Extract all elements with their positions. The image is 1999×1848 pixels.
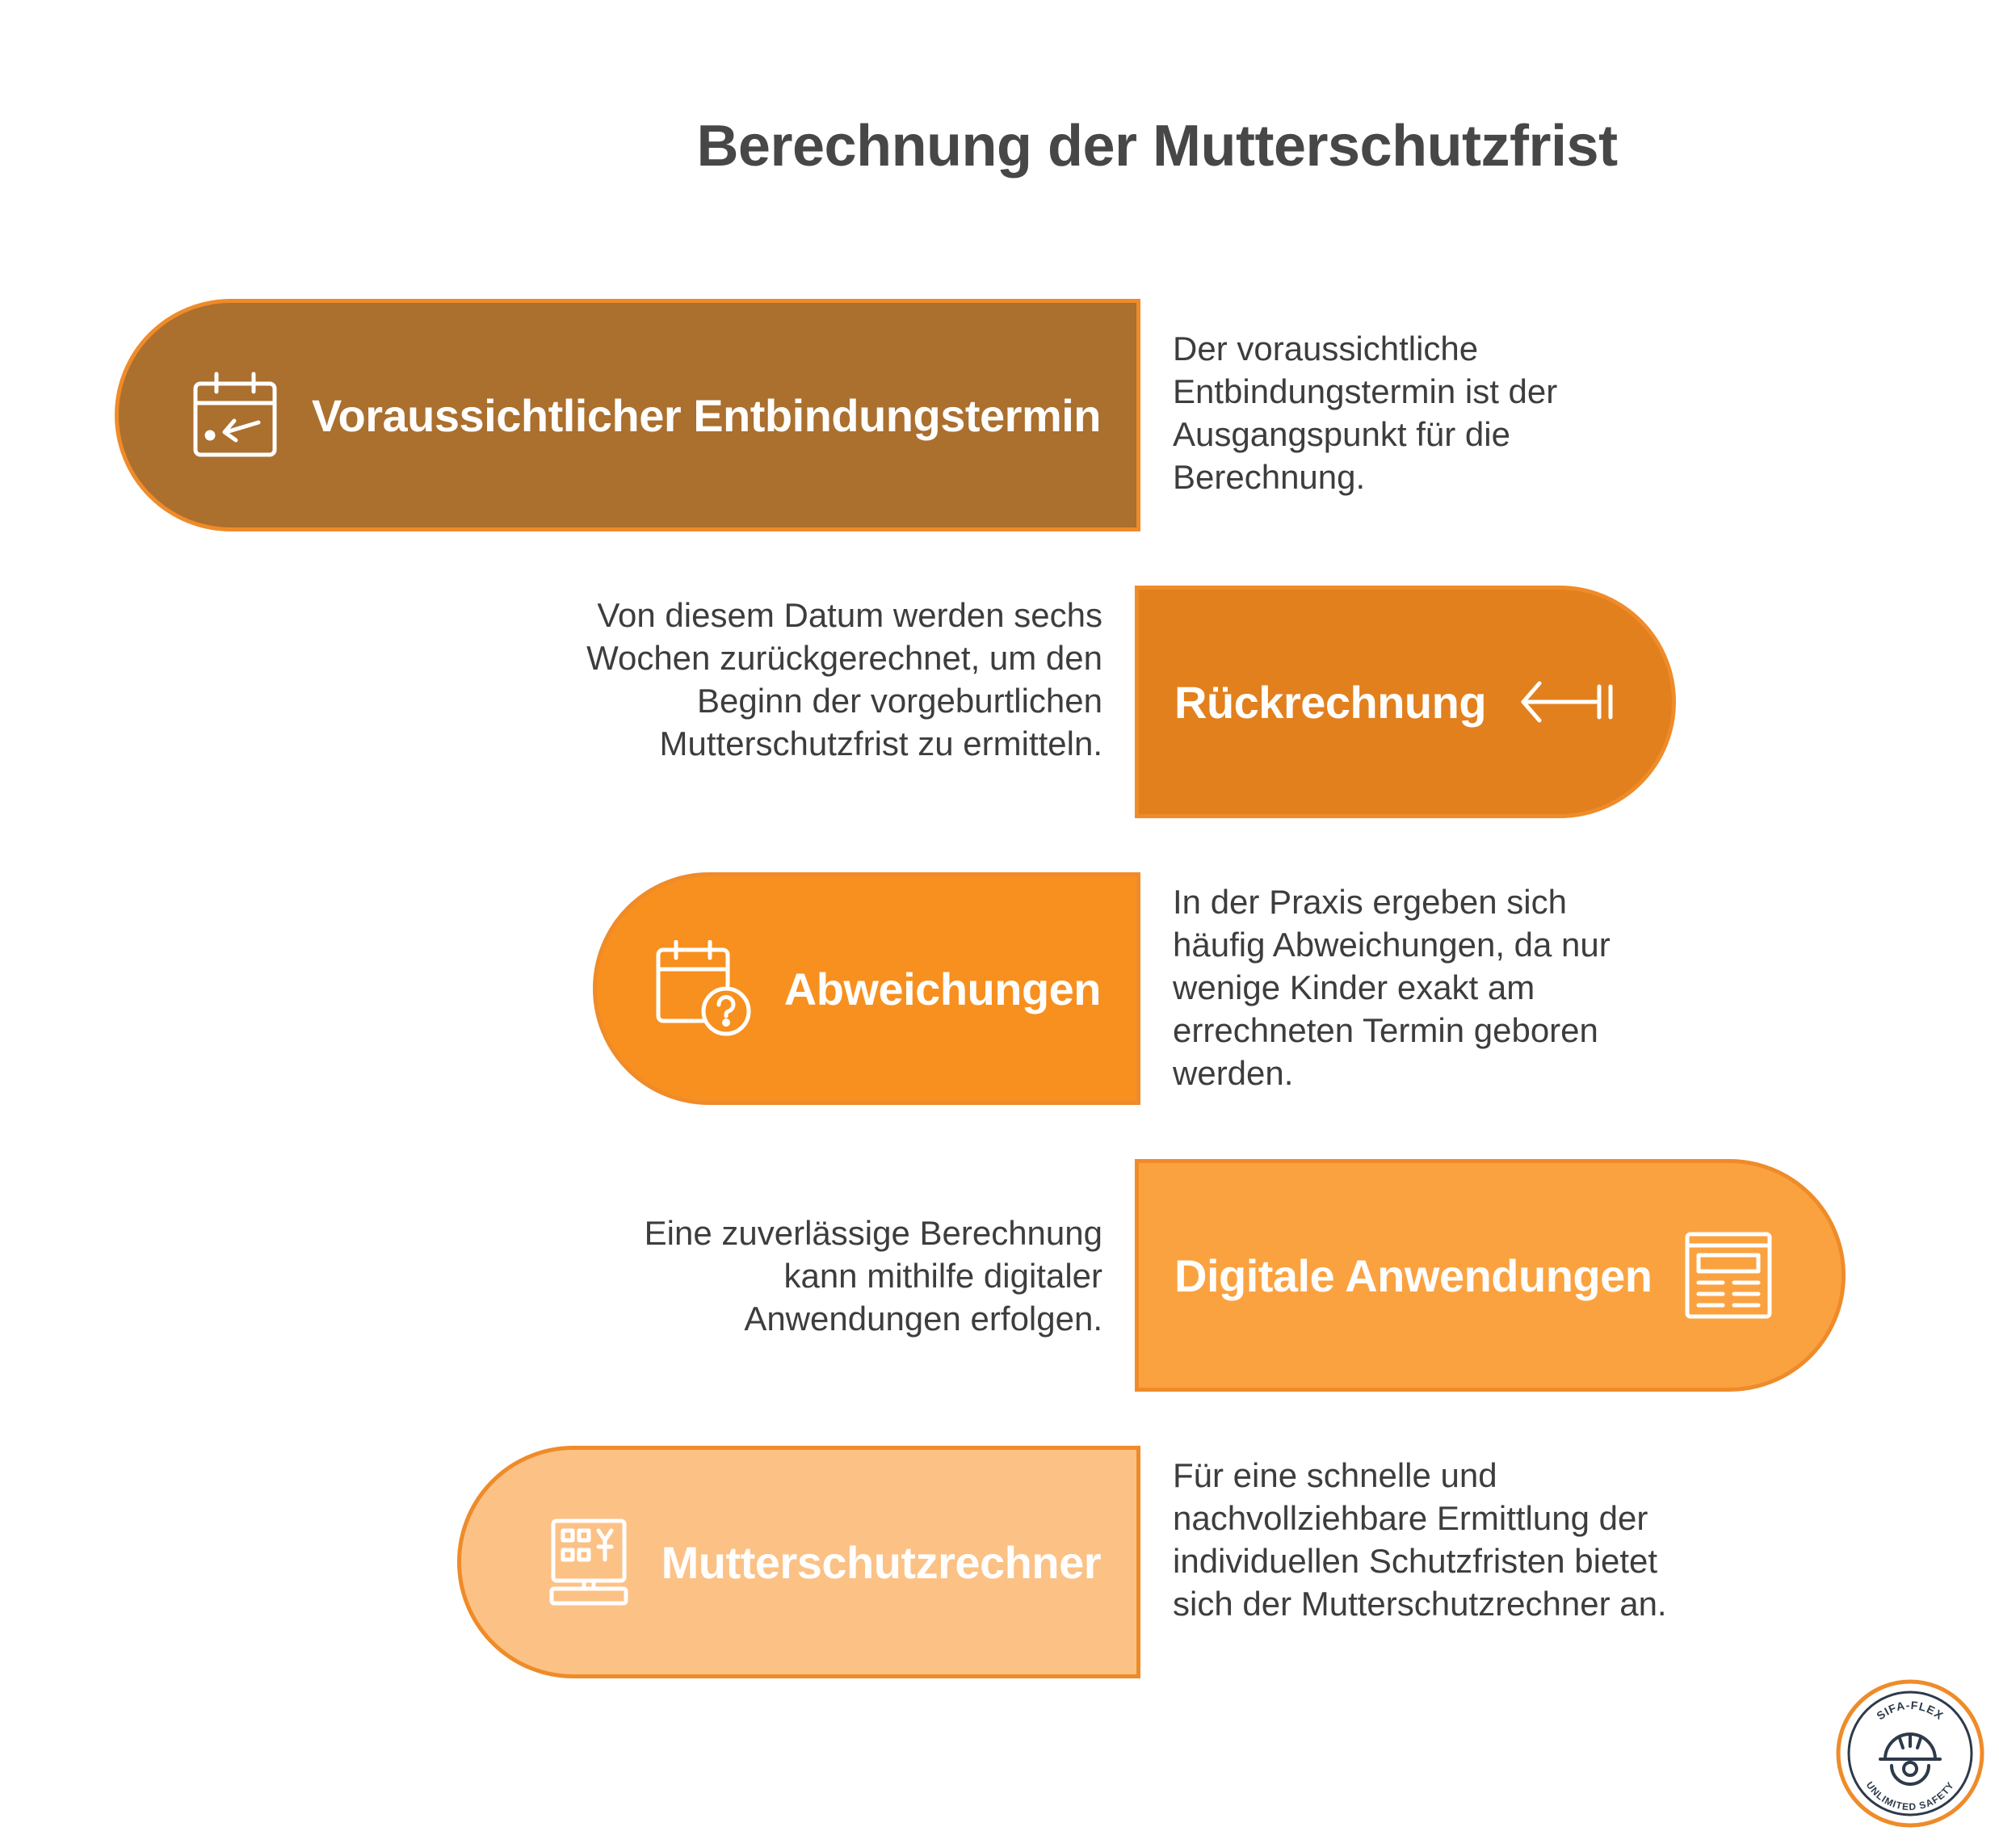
step-description: Eine zuverlässige Berechnung kann mithilfe digitaler Anwendungen erfolgen.	[644, 1214, 1102, 1338]
step-description: In der Praxis ergeben sich häufig Abweichungen, da nur wenige Kinder exakt am errechneten Termin geboren werden.	[1173, 883, 1611, 1092]
calendar-question-icon	[655, 940, 752, 1037]
step-label: Abweichungen	[783, 963, 1101, 1014]
arrow-left-to-line-icon	[1518, 674, 1615, 730]
page-title: Berechnung der Mutterschutzfrist	[696, 114, 1618, 178]
step-description: Der voraussichtliche Entbindungstermin ist der Ausgangspunkt für die Berechnung.	[1173, 330, 1558, 496]
sifa-flex-logo	[1835, 1678, 1985, 1829]
calendar-arrow-icon	[191, 371, 279, 460]
step-description: Von diesem Datum werden sechs Wochen zurückgerechnet, um den Beginn der vorgeburtlichen Mutterschutzfrist zu ermitteln.	[586, 596, 1102, 762]
svg-text:SIFA-FLEX: SIFA-FLEX	[1874, 1698, 1947, 1723]
step-label: Digitale Anwendungen	[1174, 1250, 1653, 1301]
step-pill-rueckrechnung	[1135, 586, 1676, 818]
svg-text:UNLIMITED SAFETY: UNLIMITED SAFETY	[1863, 1779, 1957, 1813]
step-description: Für eine schnelle und nachvollziehbare Ermittlung der individuellen Schutzfristen bietet sich der Mutterschutzrechner an.	[1173, 1456, 1667, 1623]
step-label: Rückrechnung	[1174, 676, 1487, 728]
step-pill-mutterschutzrechner	[457, 1446, 1140, 1678]
step-pill-entbindungstermin	[115, 299, 1140, 531]
step-label: Mutterschutzrechner	[661, 1536, 1101, 1588]
calculator-terminal-icon	[548, 1518, 629, 1606]
step-label: Voraussichtlicher Entbindungstermin	[311, 389, 1101, 441]
step-pill-digitale-anwendungen	[1135, 1159, 1846, 1392]
step-pill-abweichungen	[593, 872, 1140, 1105]
document-layout-icon	[1684, 1231, 1773, 1320]
